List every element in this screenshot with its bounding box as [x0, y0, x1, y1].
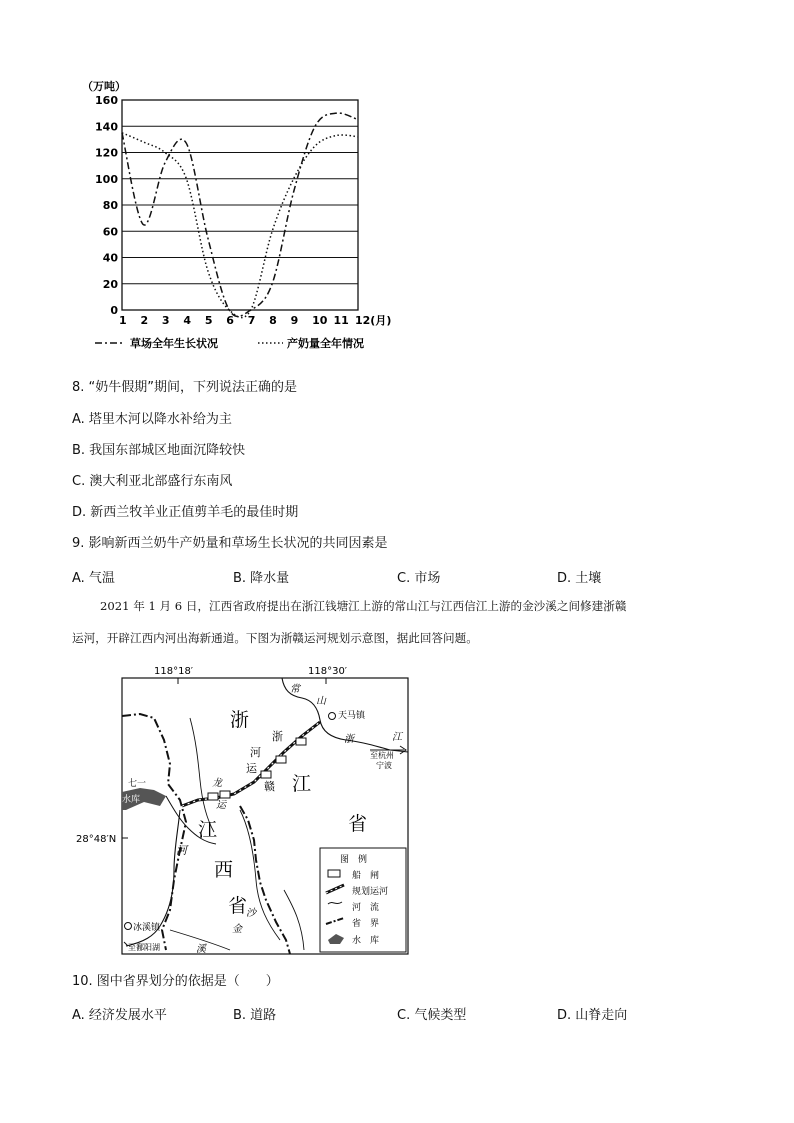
q10-stem: 10. 图中省界划分的依据是（ ）	[72, 974, 279, 989]
passage-line-1: 2021 年 1 月 6 日，江西省政府提出在浙江钱塘江上游的常山江与江西信江上游的金沙溪之间修建浙赣	[100, 599, 627, 613]
x-tick-label: 6	[226, 314, 234, 327]
lon-right-label: 118°30′	[308, 666, 348, 677]
y-tick-label: 120	[95, 146, 118, 160]
y-tick-label: 0	[110, 304, 118, 317]
legend-label-grass: 草场全年生长状况	[130, 337, 218, 350]
label-tianma: 天马镇	[338, 711, 366, 721]
label-qiyi: 七一	[128, 779, 147, 789]
label-canal-gan: 赣	[264, 780, 275, 793]
x-tick-label: 12(月)	[355, 314, 392, 327]
label-long: 龙	[212, 778, 222, 789]
q8-option-a[interactable]: A. 塔里木河以降水补给为主	[72, 412, 232, 427]
legend-lock-icon	[328, 870, 340, 877]
province-border	[122, 714, 186, 950]
label-river-jiang: 江	[392, 732, 402, 743]
river-branch-n	[190, 718, 214, 832]
label-jin: 金	[232, 924, 242, 935]
series-line-grass	[122, 113, 358, 316]
x-tick-label: 1	[119, 314, 127, 327]
passage-line-2: 运河，开辟江西内河出海新通道。下图为浙赣运河规划示意图，据此回答问题。	[72, 631, 478, 645]
tianma-town-marker	[329, 713, 336, 720]
label-zhejiang-sheng: 省	[348, 813, 368, 835]
q9-option-a[interactable]: A. 气温	[72, 571, 115, 586]
label-jiangxi-xi: 西	[214, 859, 234, 881]
lon-left-label: 118°18′	[154, 666, 194, 677]
q10-option-d[interactable]: D. 山脊走向	[557, 1008, 628, 1023]
legend-item-reservoir: 水 库	[352, 936, 380, 946]
label-canal-yun: 运	[246, 762, 257, 775]
label-jiangxi-jiang: 江	[198, 819, 218, 841]
q10-option-b[interactable]: B. 道路	[233, 1008, 277, 1023]
label-sha: 沙	[246, 908, 256, 919]
label-he-left: 河	[176, 844, 187, 857]
map-legend-title: 图 例	[340, 855, 368, 865]
bingxi-town-marker	[125, 923, 132, 930]
q8-stem: 8. “奶牛假期”期间，下列说法正确的是	[72, 380, 298, 395]
x-tick-label: 3	[161, 314, 170, 327]
q10-option-a[interactable]: A. 经济发展水平	[72, 1008, 167, 1023]
label-chang: 常	[290, 684, 300, 695]
q9-option-d[interactable]: D. 土壤	[557, 571, 602, 586]
label-canal-he: 河	[250, 746, 261, 759]
y-tick-label: 60	[102, 225, 118, 239]
y-tick-label: 20	[102, 277, 118, 291]
label-to-ningbo: 宁波	[376, 761, 392, 770]
ship-lock-1	[208, 793, 218, 800]
canal-map	[70, 660, 420, 960]
ship-lock-4	[276, 756, 286, 763]
legend-item-canal: 规划运河	[352, 887, 389, 897]
label-xi-river: 溪	[196, 944, 206, 955]
q9-option-b[interactable]: B. 降水量	[233, 571, 290, 586]
q8-option-b[interactable]: B. 我国东部城区地面沉降较快	[72, 443, 246, 458]
x-tick-label: 5	[204, 314, 213, 327]
label-jiangxi-sheng: 省	[228, 895, 248, 917]
q9-option-c[interactable]: C. 市场	[397, 571, 441, 586]
legend-label-milk: 产奶量全年情况	[287, 337, 364, 350]
x-tick-label: 7	[247, 314, 256, 327]
ship-lock-5	[296, 738, 306, 745]
label-to-hangzhou: 至杭州	[370, 751, 394, 760]
x-tick-label: 10	[312, 314, 328, 327]
x-tick-label: 9	[290, 314, 299, 327]
label-yun-small: 运	[216, 800, 226, 811]
label-zhe-small: 浙	[344, 734, 354, 745]
q10-option-c[interactable]: C. 气候类型	[397, 1008, 467, 1023]
y-tick-label: 40	[102, 251, 118, 265]
x-tick-label: 8	[269, 314, 277, 327]
lat-label: 28°48′N	[76, 834, 117, 845]
q8-option-d[interactable]: D. 新西兰牧羊业正值剪羊毛的最佳时期	[72, 505, 299, 520]
river-branch-e	[240, 810, 280, 940]
y-tick-label: 140	[95, 120, 118, 134]
x-tick-label: 2	[140, 314, 149, 327]
ship-lock-3	[261, 771, 271, 778]
q8-option-c[interactable]: C. 澳大利亚北部盛行东南风	[72, 474, 233, 489]
series-line-milk	[122, 133, 358, 318]
y-tick-label: 80	[102, 199, 118, 212]
y-tick-label: 160	[95, 94, 118, 107]
q9-stem: 9. 影响新西兰奶牛产奶量和草场生长状况的共同因素是	[72, 536, 388, 551]
line-chart	[0, 0, 420, 360]
label-zhejiang-jiang: 江	[292, 773, 312, 795]
x-tick-label: 4	[183, 314, 192, 327]
label-to-poyang: 至鄱阳湖	[128, 943, 160, 952]
chart-ylabel: （万吨）	[82, 80, 126, 93]
legend-item-border: 省 界	[352, 919, 380, 929]
label-shan: 山	[316, 696, 326, 707]
label-shuiku: 水库	[122, 795, 141, 805]
label-canal-zhe: 浙	[272, 730, 283, 743]
label-zhejiang-zhe: 浙	[230, 709, 250, 731]
label-bingxi: 冰溪镇	[133, 923, 161, 933]
x-tick-label: 11	[333, 314, 349, 327]
legend-item-lock: 船 闸	[352, 871, 380, 881]
ship-lock-2	[220, 791, 230, 798]
legend-item-river: 河 流	[352, 903, 380, 913]
y-tick-label: 100	[95, 172, 118, 186]
